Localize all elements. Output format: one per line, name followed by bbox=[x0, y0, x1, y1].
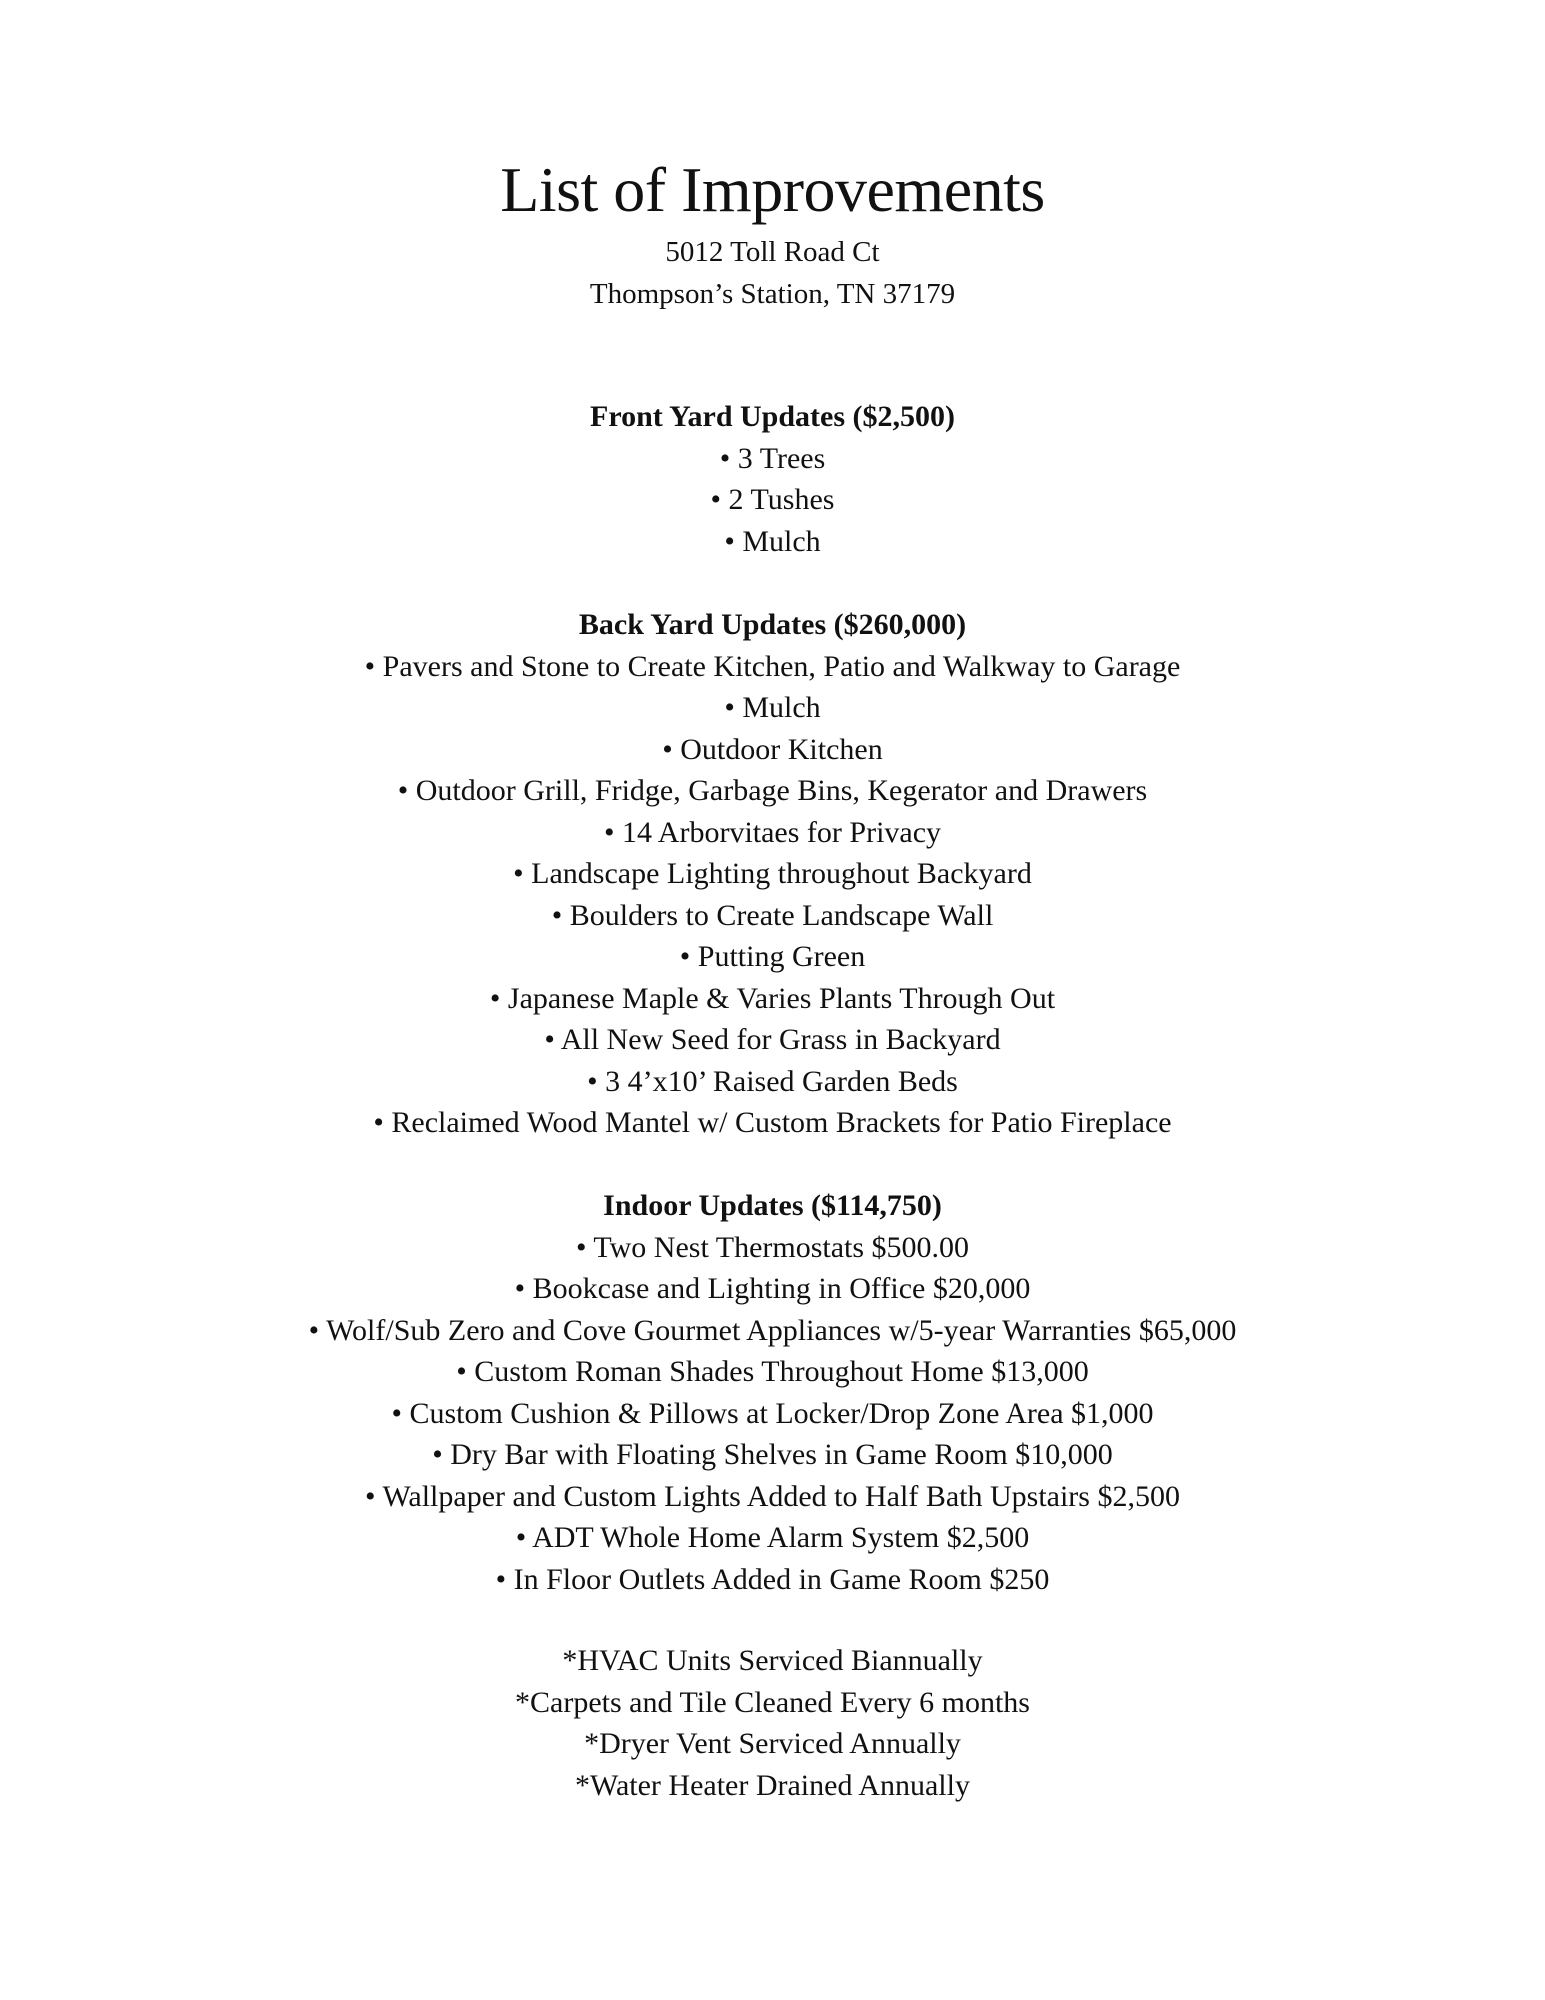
back-yard-item: • 14 Arborvitaes for Privacy bbox=[603, 815, 942, 849]
back-yard-item: • Outdoor Grill, Fridge, Garbage Bins, Kegerator and Drawers bbox=[397, 774, 1148, 807]
back-yard-item: • Mulch bbox=[724, 691, 821, 724]
maintenance-note: *Carpets and Tile Cleaned Every 6 months bbox=[515, 1685, 1030, 1719]
indoor-item: • ADT Whole Home Alarm System $2,500 bbox=[515, 1521, 1030, 1554]
address-city-state-zip: Thompson’s Station, TN 37179 bbox=[589, 277, 956, 310]
indoor-heading: Indoor Updates ($114,750) bbox=[603, 1189, 942, 1222]
indoor-item: • Dry Bar with Floating Shelves in Game Room $10,000 bbox=[432, 1438, 1113, 1471]
front-yard-section bbox=[0, 396, 1545, 562]
indoor-section bbox=[0, 1185, 1545, 1600]
back-yard-heading: Back Yard Updates ($260,000) bbox=[578, 608, 967, 641]
indoor-item: • Wallpaper and Custom Lights Added to Half Bath Upstairs $2,500 bbox=[365, 1479, 1180, 1513]
front-yard-item: • Mulch bbox=[724, 524, 821, 558]
back-yard-item: • Pavers and Stone to Create Kitchen, Patio and Walkway to Garage bbox=[364, 649, 1181, 683]
maintenance-note: *Dryer Vent Serviced Annually bbox=[584, 1727, 961, 1760]
address-street: 5012 Toll Road Ct bbox=[665, 236, 880, 268]
indoor-item: • In Floor Outlets Added in Game Room $250 bbox=[495, 1562, 1050, 1596]
back-yard-item: • All New Seed for Grass in Backyard bbox=[544, 1023, 1001, 1056]
back-yard-item: • Japanese Maple & Varies Plants Through Out bbox=[489, 981, 1056, 1015]
back-yard-item: • Boulders to Create Landscape Wall bbox=[551, 898, 994, 932]
maintenance-note: *Water Heater Drained Annually bbox=[575, 1768, 970, 1802]
maintenance-notes bbox=[0, 1640, 1545, 1806]
indoor-item: • Custom Roman Shades Throughout Home $13,000 bbox=[456, 1355, 1089, 1388]
front-yard-heading: Front Yard Updates ($2,500) bbox=[590, 400, 955, 433]
indoor-item: • Two Nest Thermostats $500.00 bbox=[575, 1230, 970, 1264]
back-yard-item: • Landscape Lighting throughout Backyard bbox=[513, 857, 1032, 890]
back-yard-section bbox=[0, 604, 1545, 1144]
back-yard-item: • 3 4’x10’ Raised Garden Beds bbox=[587, 1064, 958, 1098]
back-yard-item: • Putting Green bbox=[679, 940, 866, 973]
indoor-item: • Bookcase and Lighting in Office $20,000 bbox=[514, 1272, 1031, 1305]
back-yard-item: • Reclaimed Wood Mantel w/ Custom Brackets for Patio Fireplace bbox=[373, 1106, 1172, 1139]
front-yard-item: • 2 Tushes bbox=[710, 483, 835, 516]
property-address bbox=[0, 232, 1545, 315]
maintenance-note: *HVAC Units Serviced Biannually bbox=[562, 1644, 983, 1677]
back-yard-item: • Outdoor Kitchen bbox=[662, 732, 883, 766]
front-yard-item: • 3 Trees bbox=[719, 441, 826, 475]
indoor-item: • Custom Cushion & Pillows at Locker/Drop Zone Area $1,000 bbox=[391, 1396, 1154, 1430]
indoor-item: • Wolf/Sub Zero and Cove Gourmet Appliances w/5-year Warranties $65,000 bbox=[308, 1313, 1237, 1347]
page-title: List of Improvements bbox=[500, 154, 1045, 225]
